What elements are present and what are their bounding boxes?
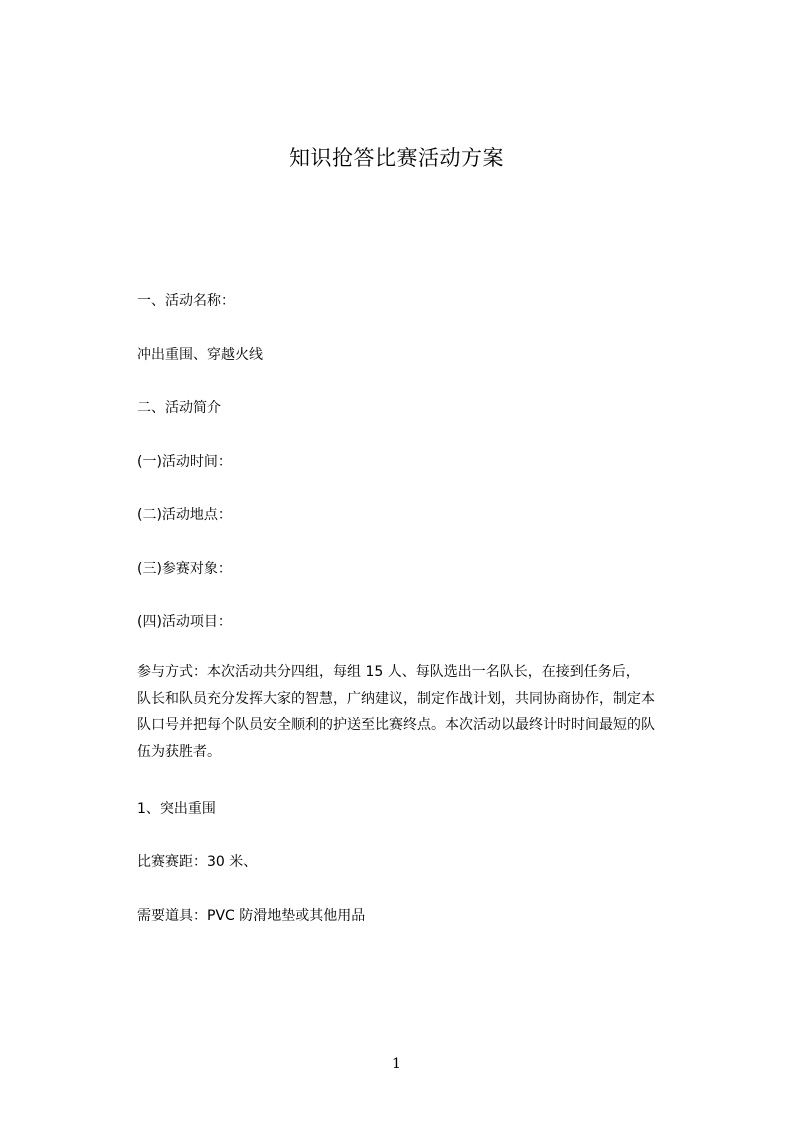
participants-label: (三)参赛对象： [137,561,232,577]
paragraph-row: 参与方式：本次活动共分四组，每组 15 人、每队选出一名队长，在接到任务后， [137,664,640,680]
heading-activity-intro: 二、活动简介 [137,400,221,416]
paragraph-row: 队长和队员充分发挥大家的智慧，广纳建议，制定作战计划，共同协商协作，制定本 [137,690,655,707]
page-number: 1 [392,1056,401,1072]
section-heading-breakout: 1、突出重围 [137,801,216,817]
required-props: 需要道具：PVC 防滑地垫或其他用品 [137,908,366,924]
heading-activity-name: 一、活动名称： [137,293,235,309]
activity-name-value: 冲出重围、穿越火线 [137,347,263,363]
paragraph-row: 伍为获胜者。 [137,743,221,760]
document-title: 知识抢答比赛活动方案 [289,146,504,170]
activity-location-label: (二)活动地点： [137,507,232,523]
participation-paragraph [137,659,657,765]
activity-time-label: (一)活动时间： [137,454,232,470]
race-distance: 比赛赛距：30 米、 [137,854,258,870]
activity-items-label: (四)活动项目： [137,614,232,630]
paragraph-row: 队口号并把每个队员安全顺利的护送至比赛终点。本次活动以最终计时时间最短的队 [137,717,655,733]
